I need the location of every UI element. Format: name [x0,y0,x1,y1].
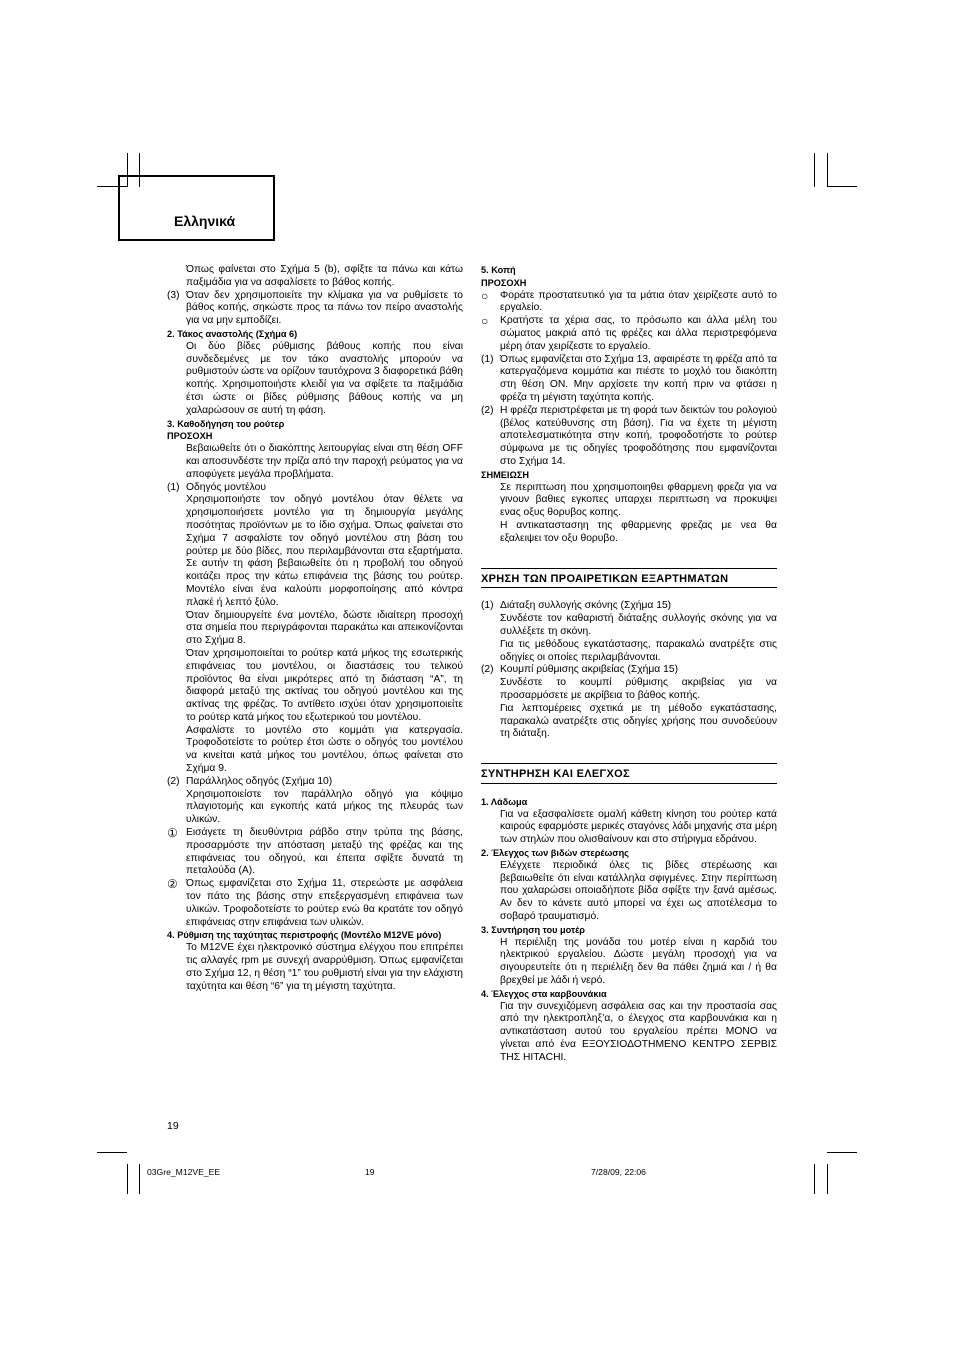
list-item: (3) Όταν δεν χρησιμοποιείτε την κλίμακα για να ρυθμίσετε το βάθος κοπής, σηκώστε προς τα πάνω τον πείρο αναστολής για να μην εμποδίζει. [167,289,463,327]
page-number: 19 [167,1120,179,1132]
paragraph: Βεβαιωθείτε ότι ο διακόπτης λειτουργίας είναι στη θέση OFF και αποσυνδέστε την πρίζα από την παροχή ρεύματος για να αποφύγετε μεγάλα προβλήματα. [186,443,463,480]
footer-filename: 03Gre_M12VE_EE [147,1167,221,1177]
note-label: ΣΗΜΕΙΩΣΗ [481,469,529,480]
section-heading: 1. Λάδωμα [481,796,528,807]
footer-page: 19 [365,1167,375,1177]
list-item: (1) Όπως εμφανίζεται στο Σχήμα 13, αφαιρέστε τη φρέζα από τα κατεργαζόμενα κομμάτια και πιέστε το μοχλό του διακόπτη στη θέση ON. Μην αρχίσετε την κοπή πριν να φτάσει η φρέζα τη μέγιστη ταχύτητα κοπής. [481,353,777,403]
paragraph: Οι δύο βίδες ρύθμισης βάθους κοπής που είναι συνδεδεμένες με τον τάκο αναστολής μπορούν να ρυθμιστούν ώστε να ορίζουν ταυτόχρονα 3 διαφορετικά βάθη κοπής. Χρησιμοποιήστε κλειδί για να σφίξετε τα παξιμάδια έτσι ώστε οι βίδες ρύθμισης βάθους κοπής να μη χαλαρώσουν σε αυτή τη φάση. [186,340,463,416]
paragraph: Σε περιπτωση που χρησιμοποιηθει φθαρμενη φρεζα για να γινουν βαθιες εγκοπες υπαρχει περιπτωση να προκυψει ενας οξυς θορυβος κοπης. [500,481,777,519]
section-heading: 4. Ρύθμιση της ταχύτητας περιστροφής (Μοντέλο M12VE μόνο) [167,930,442,941]
bullet-circle-icon: ○ [481,288,489,303]
language-title: Ελληνικά [174,213,236,229]
section-heading: 4. Έλεγχος στα καρβουνάκια [481,988,607,999]
paragraph: Για την συνεχιζόμενη ασφάλεια σας και την προστασία σας από την ηλεκτροπληξ’α, ο έλεγχος στα καρβουνάκια και η αντικατάσταση αυτού του εργαλείου πρέπει ΜΟΝΟ να γίνεται από ένα ΕΞΟΥΣΙΟΔΟΤΗΜΕΝΟ ΚΕΝΤΡΟ ΣΕΡΒΙΣ ΤΗΣ HITACHI. [500,1000,777,1063]
paragraph: Για τις μεθόδους εγκατάστασης, παρακαλώ ανατρέξτε στις οδηγίες οι οποίες περιλαμβάνονται. [500,638,777,663]
section-heading: 2. Τάκος αναστολής (Σχήμα 6) [167,328,298,339]
paragraph: Για λεπτομέρειες σχετικά με τη μέθοδο εγκατάστασης, παρακαλώ ανατρέξτε στις οδηγίες χρήσης που συνοδεύουν τη διάταξη. [500,702,777,740]
paragraph: Το M12VE έχει ηλεκτρονικό σύστημα ελέγχου που επιτρέπει τις αλλαγές rpm με συνεχή αναρρύθμιση. Όπως εμφανίζεται στο Σχήμα 12, η θέση “1” του ρυθμιστή είναι για την ελάχιστη ταχύτητα και θέση “6” για τη μέγιστη ταχύτητα. [186,942,463,992]
caution-label: ΠΡΟΣΟΧΗ [481,277,527,288]
section-heading: 5. Κοπή [481,265,516,275]
paragraph: Για να εξασφαλίσετε ομαλή κάθετη κίνηση του ρούτερ κατά καιρούς εφαρμόστε μερικές σταγόνες λάδι μηχανής στα μέρη των στηλών που ολισθαίνουν και στο στήριγμα εδράνου. [500,808,777,846]
list-item: ② Όπως εμφανίζεται στο Σχήμα 11, στερεώστε με ασφάλεια τον πάτο της βάσης στην επεξεργασμένη επιφάνεια των υλικών. Τροφοδοτείστε το ρούτερ ενώ θα κρατάτε τον οδηγό επιφάνειας στην επιφάνεια των υλικών. [167,877,463,928]
left-column [167,264,463,993]
list-item: ① Εισάγετε τη διευθύντρια ράβδο στην τρύπα της βάσης, προσαρμόστε την απόσταση μεταξύ της φρέζας και της επιφάνειας του οδηγού, και έπειτα σφίξτε δυνατά τη πεταλούδα (A). [167,826,463,877]
paragraph: Χρησιμοποιείστε τον παράλληλο οδηγό για κόψιμο πλαγιοτομής και εγκοπής κατά μήκος της πλευράς των υλικών. [186,788,463,826]
circled-one-icon: ① [167,826,178,841]
list-item: (1) Οδηγός μοντέλου [167,481,266,493]
bullet-circle-icon: ○ [481,314,489,329]
paragraph: Ελέγχετε περιοδικά όλες τις βίδες στερέωσης και βεβαιωθείτε ότι είναι κατάλληλα σφιγμένες. Στην περίπτωση που χαλαρώσει οποιαδήποτε βίδα σφίξτε την ξανά αμέσως. Αν δεν το κάνετε αυτό μπορεί να έχει ως αποτέλεσμα το σοβαρό τραυματισμό. [500,859,777,923]
section-heading: 2. Έλεγχος των βιδών στερέωσης [481,848,629,859]
caution-label: ΠΡΟΣΟΧΗ [167,431,213,442]
paragraph: Η περιέλιξη της μονάδα του μοτέρ είναι η καρδιά του ηλεκτρικού εργαλείου. Δώστε μεγάλη προσοχή για να σιγουρευτείτε ότι η περιέλιξη δεν θα πάθει ζημιά και / ή θα βρεχθεί με λάδι ή νερό. [500,936,777,987]
list-item: ○ Κρατήστε τα χέρια σας, το πρόσωπο και άλλα μέλη του σώματος μακριά από τις φρέζες και άλλα περιστρεφόμενα μέρη όταν χειρίζεστε το εργαλείο. [481,314,777,352]
language-header-box [118,175,275,241]
footer-date: 7/28/09, 22:06 [591,1167,646,1177]
section-title: ΣΥΝΤΗΡΗΣΗ ΚΑΙ ΕΛΕΓΧΟΣ [481,763,777,784]
paragraph: Όταν δημιουργείτε ένα μοντέλο, δώστε ιδιαίτερη προσοχή στα σημεία που περιγράφονται παρακάτω και απεικονίζονται στο Σχήμα 8. [186,609,463,647]
list-item: (2) Η φρέζα περιστρέφεται με τη φορά των δεικτών του ρολογιού (βέλος κατεύθυνσης στη βάση). Για να έχετε τη μέγιστη αποτελεσματικότητα στην κοπή, τροφοδοτήστε το ρούτερ σύμφωνα με τις οδηγίες τροφοδότησης που εμφανίζονται στο Σχήμα 14. [481,404,777,467]
list-item: (1) Διάταξη συλλογής σκόνης (Σχήμα 15) [481,600,672,612]
paragraph: Όπως φαίνεται στο Σχήμα 5 (b), σφίξτε τα πάνω και κάτω παξιμάδια για να ασφαλίσετε το βάθος κοπής. [186,264,463,288]
paragraph: Ασφαλίστε το μοντέλο στο κομμάτι για κατεργασία. Τροφοδοτείστε το ρούτερ έτσι ώστε ο οδηγός του μοντέλου να κινείται κατά μήκος του μοντέλου, όπως φαίνεται στο Σχήμα 9. [186,724,463,775]
list-item: (2) Κουμπί ρύθμισης ακριβείας (Σχήμα 15) [481,664,679,676]
circled-two-icon: ② [167,877,178,892]
paragraph: Η αντικαταστασηη της φθαρμενης φρεζας με νεα θα εξαλειψει τον οξυ θορυβο. [500,519,777,544]
paragraph: Συνδέστε το κουμπί ρύθμισης ακριβείας για να προσαρμόσετε με ακρίβεια το βάθος κοπής. [500,677,777,701]
right-column [481,264,777,1065]
paragraph: Όταν χρησιμοποιείται το ρούτερ κατά μήκος της εσωτερικής επιφάνειας του μοντέλου, οι διαστάσεις του τελικού προϊόντος θα είναι μικρότερες από τη διάσταση “A”, τη διαφορά μεταξύ της ακτίνας του οδηγού μοντέλου και της ακτίνας της φρέζας. Το αντίθετο ισχύει όταν χρησιμοποιείτε το ρούτερ κατά μήκος του εξωτερικού του μοντέλου. [186,647,463,723]
section-heading: 3. Καθοδήγηση του ρούτερ [167,418,285,429]
list-item: (2) Παράλληλος οδηγός (Σχήμα 10) [167,775,333,787]
section-title: ΧΡΗΣΗ ΤΩΝ ΠΡΟΑΙΡΕΤΙΚΩΝ ΕΞΑΡΤΗΜΑΤΩΝ [481,568,777,589]
paragraph: Χρησιμοποιήστε τον οδηγό μοντέλου όταν θέλετε να χρησιμοποιήσετε μοντέλο για τη δημιουργία μεγάλης ποσότητας προϊόντων με το ίδιο σχήμα. Όπως φαίνεται στο Σχήμα 7 ασφαλίστε τον οδηγό μοντέλου στη βάση του ρούτερ με δύο βίδες, που περιλαμβάνονται στα εξαρτήματα. Σε αυτήν τη φάση βεβαιωθείτε ότι η προβολή του οδηγού κοιτάζει προς την κάτω επιφάνεια της βάσης του ρούτερ. Μοντέλο είναι ένα καλούπι μορφοποίησης από κόντρα πλακέ ή λεπτό ξύλο. [186,494,463,608]
section-heading: 3. Συντήρηση του μοτέρ [481,924,585,935]
list-item: ○ Φοράτε προστατευτικό για τα μάτια όταν χειρίζεστε αυτό το εργαλείο. [481,288,777,314]
paragraph: Συνδέστε τον καθαριστή διάταξης συλλογής σκόνης για να συλλέξετε τη σκόνη. [500,613,777,637]
